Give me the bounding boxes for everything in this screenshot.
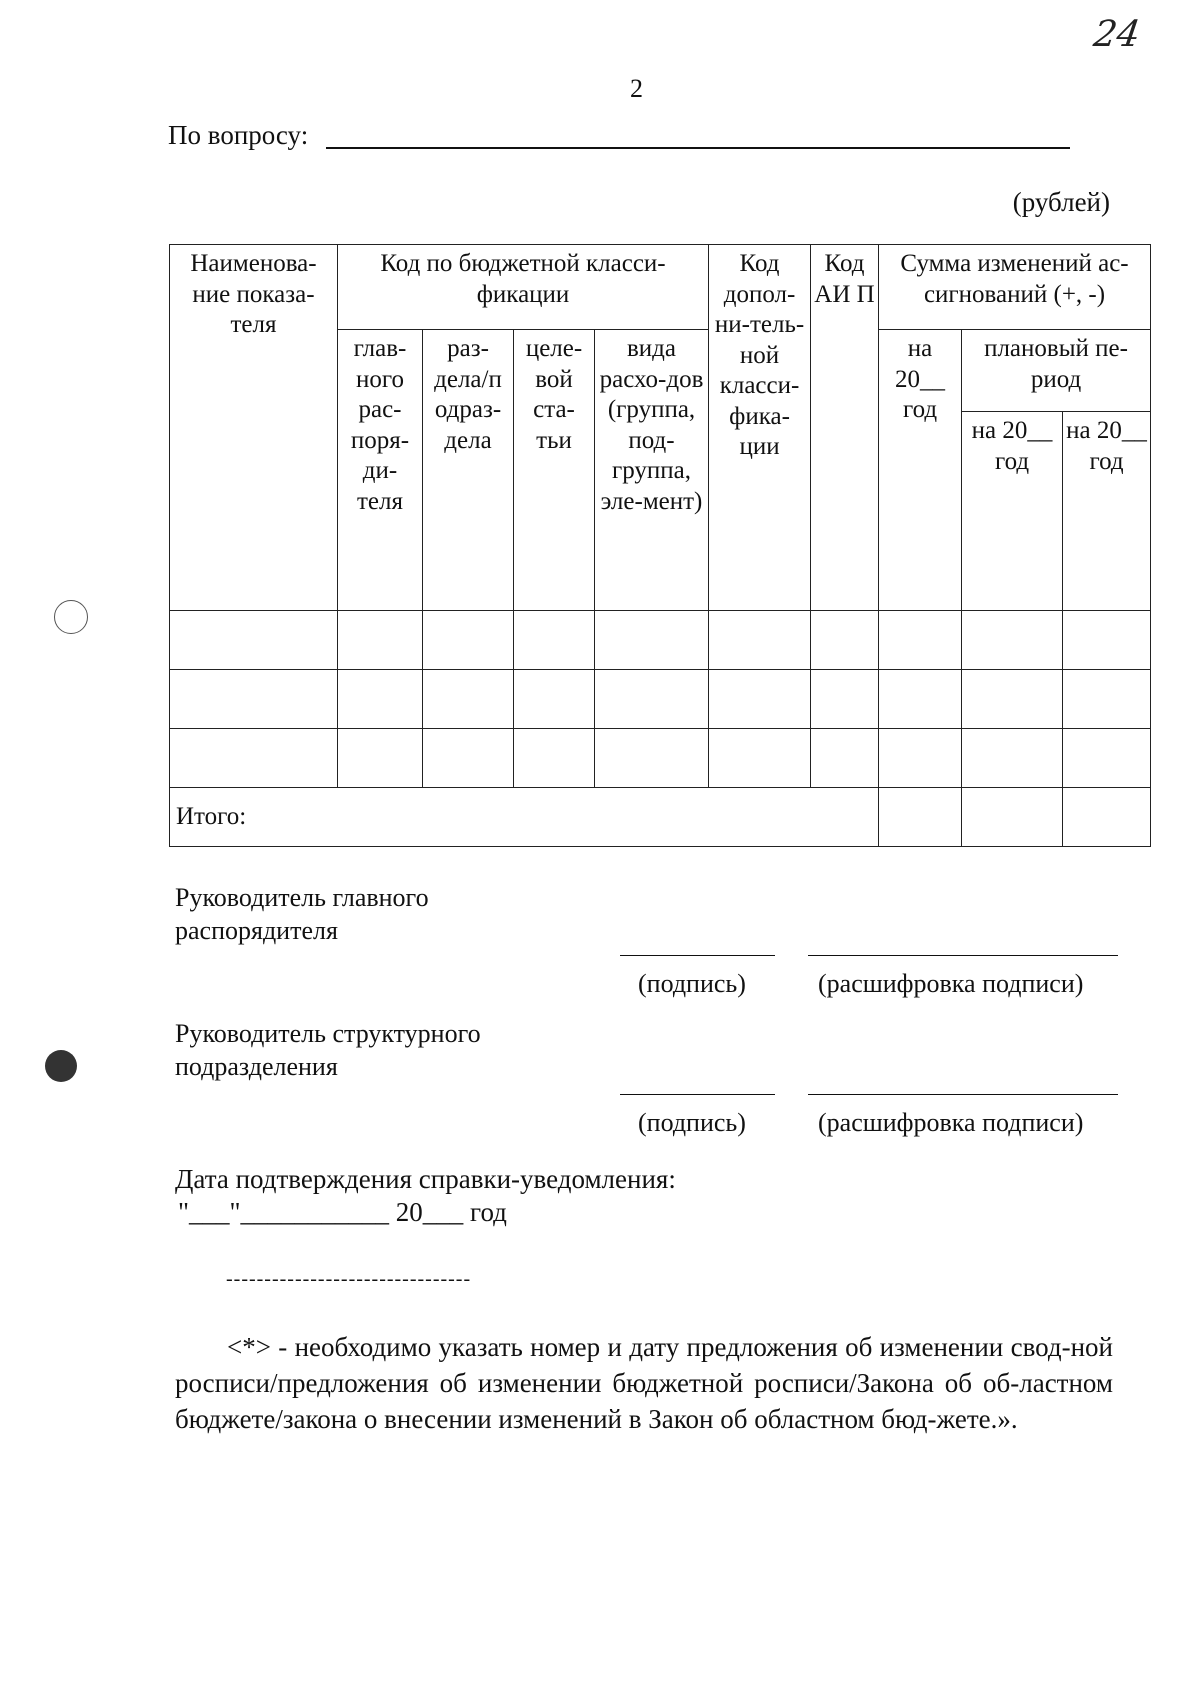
- header-code-target: целе-вой ста-тьи: [514, 330, 595, 611]
- table-cell[interactable]: [514, 729, 595, 788]
- punch-hole-icon: [54, 600, 88, 634]
- table-cell[interactable]: [962, 670, 1063, 729]
- header-code-expense: вида расхо-дов (группа, под-группа, эле-мент): [595, 330, 709, 611]
- footnote-separator: --------------------------------: [226, 1268, 472, 1290]
- total-row: [170, 788, 1151, 847]
- table-row: [170, 729, 1151, 788]
- table-cell[interactable]: [595, 670, 709, 729]
- header-code-section: раз-дела/п одраз-дела: [423, 330, 514, 611]
- table-cell[interactable]: [170, 670, 338, 729]
- header-aip-code: Код АИ П: [811, 245, 879, 611]
- table-cell[interactable]: [338, 611, 423, 670]
- table-cell[interactable]: [1063, 670, 1151, 729]
- footnote-text: <*> - необходимо указать номер и дату предложения об изменении свод-ной росписи/предложения об изменении бюджетной росписи/Закона об об-ластном бюджете/закона о внесении изменений в Закон об областном бюд-жете.».: [175, 1332, 1113, 1434]
- header-code-group: Код по бюджетной класси-фикации: [338, 245, 709, 330]
- folio-number: 24: [1091, 14, 1143, 55]
- header-code-main: глав-ного рас-поря-ди-теля: [338, 330, 423, 611]
- table-cell[interactable]: [709, 670, 811, 729]
- table-cell[interactable]: [962, 729, 1063, 788]
- stamp-mark-icon: [45, 1050, 77, 1082]
- table-cell[interactable]: [423, 611, 514, 670]
- total-plan-1[interactable]: [962, 788, 1063, 847]
- table-cell[interactable]: [595, 729, 709, 788]
- table-cell[interactable]: [423, 670, 514, 729]
- table-cell[interactable]: [811, 611, 879, 670]
- table-cell[interactable]: [595, 611, 709, 670]
- signature-decode-line-main[interactable]: [808, 955, 1118, 956]
- total-current[interactable]: [879, 788, 962, 847]
- table-cell[interactable]: [962, 611, 1063, 670]
- header-additional-code: Код допол-ни-тель-ной класси-фика-ции: [709, 245, 811, 611]
- signature-line-main[interactable]: [620, 955, 775, 956]
- table-cell[interactable]: [170, 611, 338, 670]
- table-cell[interactable]: [879, 611, 962, 670]
- header-sum-group: Сумма изменений ас-сигнований (+, -): [879, 245, 1151, 330]
- signature-title-main: Руководитель главного распорядителя: [175, 883, 429, 945]
- date-template[interactable]: "___"___________ 20___ год: [178, 1197, 507, 1227]
- total-plan-2[interactable]: [1063, 788, 1151, 847]
- table-cell[interactable]: [879, 670, 962, 729]
- signature-caption-main: (подпись): [638, 969, 746, 998]
- table-cell[interactable]: [338, 670, 423, 729]
- total-label: Итого:: [170, 788, 879, 847]
- page-number: 2: [630, 74, 643, 103]
- header-sum-current: на 20__ год: [879, 330, 962, 611]
- question-label: По вопросу:: [168, 120, 309, 150]
- table-row: [170, 670, 1151, 729]
- signature-decode-line-structural[interactable]: [808, 1094, 1118, 1095]
- header-plan-2: на 20__ год: [1063, 412, 1151, 611]
- signature-title-structural: Руководитель структурного подразделения: [175, 1019, 481, 1081]
- table-cell[interactable]: [1063, 729, 1151, 788]
- date-label: Дата подтверждения справки-уведомления:: [175, 1164, 676, 1194]
- signature-caption-structural: (подпись): [638, 1108, 746, 1137]
- table-cell[interactable]: [514, 670, 595, 729]
- question-input-line[interactable]: [326, 147, 1070, 149]
- signature-decode-caption-structural: (расшифровка подписи): [818, 1108, 1084, 1137]
- table-cell[interactable]: [170, 729, 338, 788]
- header-plan-group: плановый пе-риод: [962, 330, 1151, 412]
- table-cell[interactable]: [811, 729, 879, 788]
- signature-decode-caption-main: (расшифровка подписи): [818, 969, 1084, 998]
- table-cell[interactable]: [1063, 611, 1151, 670]
- table-row: [170, 611, 1151, 670]
- table-cell[interactable]: [709, 611, 811, 670]
- budget-table: [169, 244, 1151, 847]
- signature-line-structural[interactable]: [620, 1094, 775, 1095]
- table-cell[interactable]: [338, 729, 423, 788]
- units-label: (рублей): [1012, 187, 1110, 217]
- header-name: Наименова-ние показа-теля: [170, 245, 338, 611]
- table-cell[interactable]: [709, 729, 811, 788]
- header-plan-1: на 20__ год: [962, 412, 1063, 611]
- table-cell[interactable]: [514, 611, 595, 670]
- table-cell[interactable]: [423, 729, 514, 788]
- table-cell[interactable]: [879, 729, 962, 788]
- table-cell[interactable]: [811, 670, 879, 729]
